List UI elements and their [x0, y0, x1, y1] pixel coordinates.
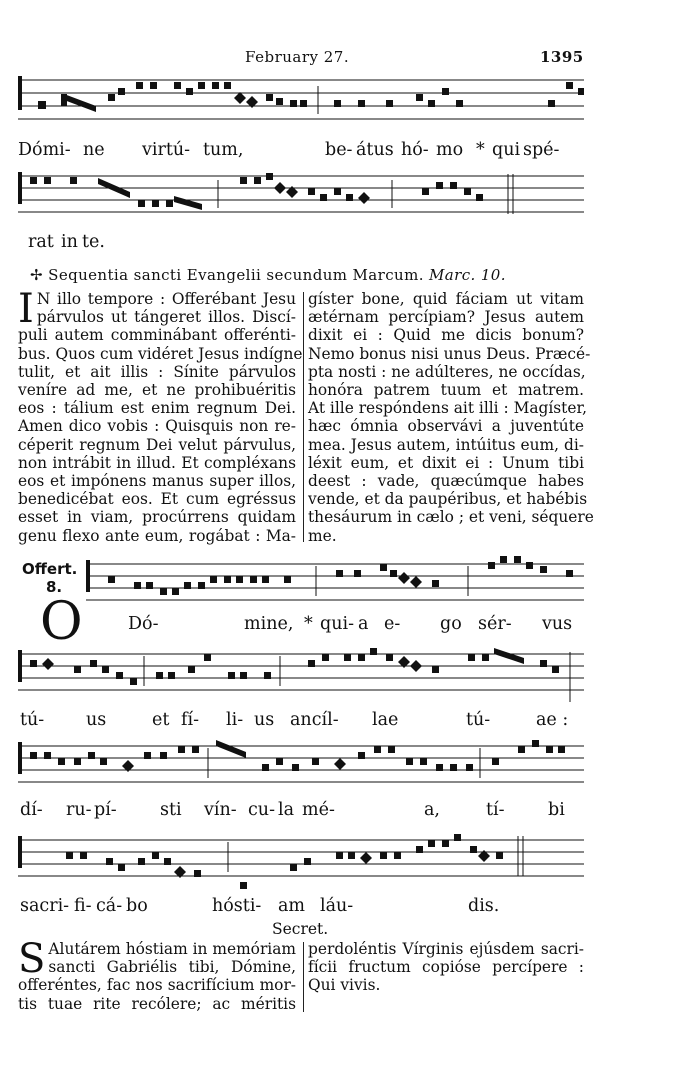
text-line: léxit eum, et dixit ei : Unum tibi [308, 453, 584, 472]
lyric-syllable: cu- [248, 800, 275, 820]
secret-column-2 [308, 940, 584, 995]
staff-lines [18, 736, 584, 796]
offertory-initial: O [40, 592, 83, 652]
lyric-syllable: rat [28, 232, 54, 252]
lyric-syllable: Dó- [128, 614, 159, 634]
text-line: thesáurum in cælo ; et veni, séquere [308, 508, 594, 527]
text-line: benedicébat eos. Et cum egréssus [18, 490, 296, 509]
lyric-syllable: sti [160, 800, 182, 820]
text-line: veníre ad me, et ne prohibuéritis [18, 381, 296, 400]
staff-lines [86, 552, 584, 612]
lyric-syllable: fí- [181, 710, 199, 730]
text-line: Qui vivis. [308, 976, 381, 995]
lyric-syllable: dis. [468, 896, 500, 916]
lyric-syllable: virtú- [142, 140, 191, 160]
lyric-syllable: spé- [523, 140, 560, 160]
text-line: esset in viam, procúrrens quidam [18, 508, 296, 527]
text-line: Nemo bonus nisi unus Deus. Præcé- [308, 344, 591, 363]
gospel-dropcap: I [18, 286, 34, 332]
text-line: céperit regnum Dei velut párvulus, [18, 435, 296, 454]
text-line: deest : vade, quæcúmque habes [308, 472, 584, 491]
lyric-syllable: ancíl- [290, 710, 339, 730]
chant-staff-4 [18, 642, 584, 702]
lyric-syllable: qui- [320, 614, 354, 634]
lyric-syllable: a, [424, 800, 440, 820]
text-line: N illo tempore : Offerébant Jesu [36, 290, 296, 308]
staff-lines [18, 642, 584, 702]
lyric-syllable: us [254, 710, 275, 730]
lyric-syllable: ae : [536, 710, 569, 730]
lyric-syllable: vus [542, 614, 573, 634]
lyric-syllable: ru- [66, 800, 92, 820]
lyric-syllable: us [86, 710, 107, 730]
lyric-syllable: lae [372, 710, 399, 730]
text-line: eos et impónens manus super illos, [18, 472, 296, 491]
column-divider [303, 292, 304, 542]
lyric-syllable: li- [226, 710, 244, 730]
lyric-syllable: go [440, 614, 462, 634]
text-line: At ille respóndens ait illi : Magíster, [308, 399, 588, 418]
lyric-syllable: mo [436, 140, 464, 160]
text-line: mea. Jesus autem, intúitus eum, di- [308, 435, 584, 454]
lyric-syllable: hósti- [212, 896, 262, 916]
lyric-asterisk: * [304, 614, 313, 634]
lyric-syllable: bo [126, 896, 148, 916]
text-line: gíster bone, quid fáciam ut vitam [308, 290, 584, 308]
offertory-mode: 8. [46, 578, 63, 596]
text-line: me. [308, 526, 337, 545]
secret-heading: Secret. [272, 920, 329, 938]
text-line: párvulos ut tángeret illos. Discí- [36, 308, 296, 327]
lyric-syllable: la [278, 800, 295, 820]
lyric-syllable: mé- [302, 800, 335, 820]
lyric-syllable: am [278, 896, 306, 916]
lyric-syllable: bi [548, 800, 565, 820]
text-line: offeréntes, fac nos sacrifícium mor- [18, 976, 296, 995]
gospel-column-2 [308, 290, 594, 545]
lyric-syllable: tí- [486, 800, 505, 820]
secret-column-1 [18, 936, 296, 1013]
text-line: vende, et da paupéribus, et habébis [308, 490, 588, 509]
chant-staff-6 [18, 830, 584, 892]
lyric-syllable: cá- [96, 896, 123, 916]
text-line: eos : tálium est enim regnum Dei. [18, 399, 296, 418]
chant-staff-1 [18, 70, 584, 140]
chant-staff-3 [86, 552, 584, 612]
column-divider [303, 942, 304, 1012]
lyric-syllable: te. [82, 232, 105, 252]
lyric-syllable: mine, [244, 614, 294, 634]
lyric-syllable: láu- [320, 896, 354, 916]
text-line: pta nosti : ne adúlteres, ne occídas, [308, 362, 586, 381]
staff-lines [18, 830, 584, 892]
text-line: perdoléntis Vírginis ejúsdem sacri- [308, 940, 584, 958]
text-line: fícii fructum copióse percípere : [308, 958, 584, 977]
text-line: Amen dico vobis : Quisquis non re- [18, 417, 296, 436]
lyric-syllable: qui [492, 140, 521, 160]
lyric-syllable: Dómi- [18, 140, 71, 160]
lyric-syllable: vín- [204, 800, 237, 820]
text-line: dixit ei : Quid me dicis bonum? [308, 326, 584, 345]
text-line: sancti Gabriélis tibi, Dómine, [48, 958, 296, 977]
lyric-syllable: fi- [74, 896, 92, 916]
lyric-syllable: a [358, 614, 369, 634]
cross-icon: ✢ [30, 266, 43, 284]
chant-staff-5 [18, 736, 584, 796]
lyric-asterisk: * [476, 140, 485, 160]
lyric-syllable: tú- [466, 710, 491, 730]
lyric-syllable: tum, [203, 140, 244, 160]
lyric-syllable: átus [356, 140, 394, 160]
lyric-syllable: hó- [401, 140, 429, 160]
lyric-syllable: e- [384, 614, 401, 634]
lyric-syllable: be- [325, 140, 353, 160]
text-line: honóra patrem tuum et matrem. [308, 381, 584, 400]
lyric-syllable: sacri- [20, 896, 70, 916]
gospel-title: Sequentia sancti Evangelii secundum Marcum. [48, 266, 424, 284]
text-line: tulit, et ait illis : Sínite párvulos [18, 362, 296, 381]
page-number: 1395 [540, 48, 584, 66]
gospel-heading [30, 266, 506, 284]
lyric-syllable: ne [83, 140, 105, 160]
secret-dropcap: S [18, 936, 46, 982]
text-line: genu flexo ante eum, rogábat : Ma- [18, 526, 296, 545]
text-line: ætérnam percípiam? Jesus autem [308, 308, 584, 327]
text-line: non intrábit in illud. Et compléxans [18, 453, 296, 472]
text-line: bus. Quos cum vidéret Jesus indígne [18, 344, 303, 363]
lyric-syllable: sér- [478, 614, 512, 634]
running-header-date: February 27. [245, 48, 350, 66]
staff-lines [18, 168, 584, 228]
lyric-syllable: tú- [20, 710, 45, 730]
lyric-syllable: pí- [94, 800, 117, 820]
lyric-syllable: dí- [20, 800, 43, 820]
text-line: hæc ómnia observávi a juventúte [308, 417, 584, 436]
text-line: tis tuae rite recólere; ac méritis [18, 994, 296, 1013]
text-line: Alutárem hóstiam in memóriam [48, 940, 296, 958]
chant-staff-2 [18, 168, 584, 228]
gospel-reference: Marc. 10. [429, 266, 506, 284]
lyric-syllable: et [152, 710, 170, 730]
offertory-label: Offert. [22, 560, 78, 578]
lyric-syllable: in [61, 232, 78, 252]
text-line: puli autem comminábant offerénti- [18, 326, 296, 345]
staff-lines [18, 70, 584, 140]
gospel-column-1 [18, 286, 303, 545]
